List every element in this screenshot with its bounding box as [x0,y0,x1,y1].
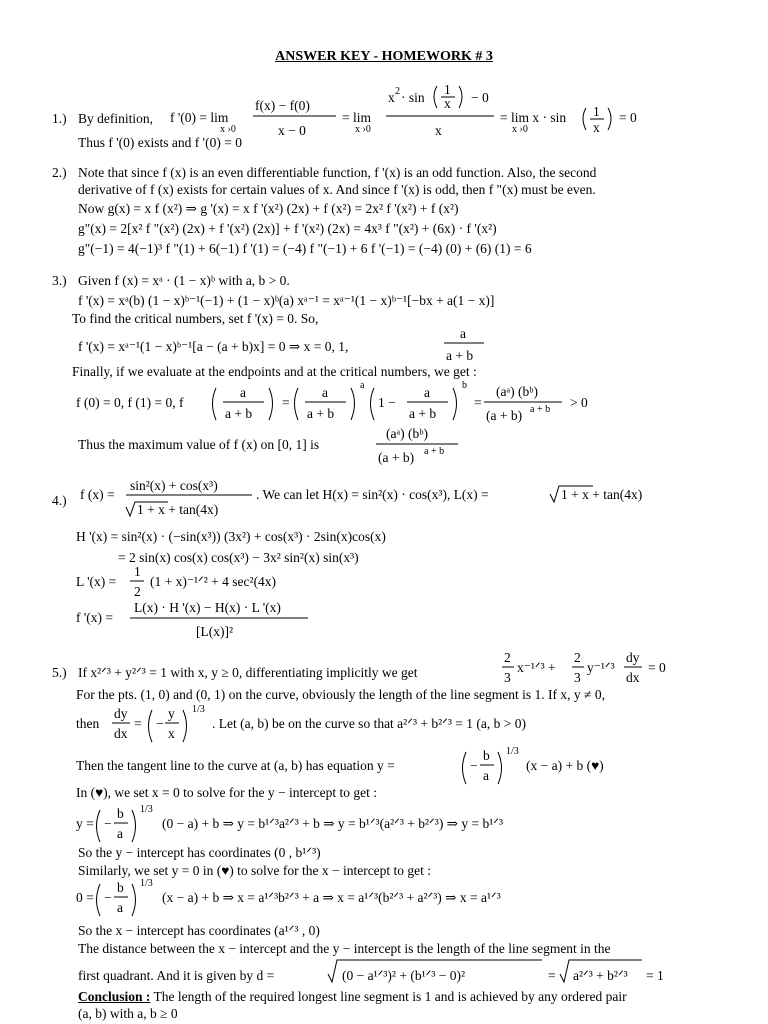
svg-text:y⁻¹ᐟ³: y⁻¹ᐟ³ [587,660,615,675]
svg-text:(a + b): (a + b) [378,450,415,465]
svg-text:a: a [117,900,123,915]
problem-number: 3.) [52,273,67,288]
svg-text:=: = [548,968,556,983]
svg-text:a + b: a + b [424,446,445,457]
svg-text:first quadrant. And it is giv: first quadrant. And it is given by d = [78,968,275,983]
svg-text:a: a [483,768,489,783]
p5-line-11: The distance between the x − intercept and the y − intercept is the length of the line segment in the [78,941,611,956]
svg-text:(x − a) + b ⇒ x = a¹ᐟ³b²ᐟ³: (x − a) + b ⇒ x = a¹ᐟ³b²ᐟ³ + a ⇒ x = a¹ᐟ³(b²ᐟ³ + a²ᐟ³) ⇒ x = a¹ᐟ³ [162,890,501,905]
svg-text:1: 1 [593,104,600,119]
svg-text:a: a [460,326,466,341]
svg-text:x⁻¹ᐟ³ +: x⁻¹ᐟ³ + [517,660,556,675]
svg-text:a: a [117,826,123,841]
svg-text:f '(x) =: f '(x) = [76,610,114,625]
svg-text:(aᵃ) (bᵇ): (aᵃ) (bᵇ) [496,384,538,399]
p1-lead: By definition, [78,111,153,126]
svg-text:L(x) · H '(x) − H(x) · L '(x): L(x) · H '(x) − H(x) · L '(x) [134,600,281,615]
p3-critical-fraction [440,322,510,368]
svg-text:x: x [388,90,395,105]
p5-line-7: So the y − intercept has coordinates (0 , b¹ᐟ³) [78,845,321,860]
svg-text:b: b [117,880,124,895]
problem-number: 4.) [52,493,67,508]
p3-evaluation [70,376,630,430]
p3-line-5: Finally, if we evaluate at the endpoints and at the critical numbers, we get : [72,364,477,379]
p5-tangent-line [70,742,710,790]
p3-line-4: f '(x) = xᵃ⁻¹(1 − x)ᵇ⁻¹[a − (a + b)x] = 0 ⇒ x = 0, 1, [78,339,349,354]
svg-text:a + b: a + b [530,404,551,415]
svg-text:= 0: = 0 [619,110,637,125]
svg-text:f '(0) = lim: f '(0) = lim [170,110,229,125]
p5-distance [70,954,710,990]
svg-text:dy: dy [114,706,128,721]
p5-line-10: So the x − intercept has coordinates (a¹ᐟ³ , 0) [78,923,320,938]
svg-text:· sin: · sin [401,90,425,105]
page-title: ANSWER KEY - HOMEWORK # 3 [275,49,493,64]
svg-text:y: y [168,706,175,721]
svg-text:2: 2 [395,86,400,97]
p3-line-7: Thus the maximum value of f (x) on [0, 1] is [78,437,320,452]
p5-y-intercept [70,800,730,848]
p3-line-1: Given f (x) = xᵃ · (1 − x)ᵇ with a, b > 0. [78,273,290,288]
svg-text:2: 2 [574,650,581,665]
svg-text:then: then [76,716,100,731]
svg-text:dx: dx [114,726,128,741]
problem-number: 5.) [52,665,67,680]
svg-text:dy: dy [626,650,640,665]
p2-line-5: g"(−1) = 4(−1)³ f "(1) + 6(−1) f '(1) = (−4) f "(−1) + 6 f '(−1) = (−4) (0) + (6) (1) = 6 [78,241,532,256]
p5-line-1: If x²ᐟ³ + y²ᐟ³ = 1 with x, y ≥ 0, differentiating implicitly we get [78,665,418,680]
svg-text:=: = [282,395,290,410]
p5-line-14: (a, b) with a, b ≥ 0 [78,1006,178,1021]
svg-text:1: 1 [444,82,451,97]
svg-text:sin²(x) + cos(x³): sin²(x) + cos(x³) [130,478,218,493]
p5-line-8: Similarly, we set y = 0 in (♥) to solve for the x − intercept to get : [78,863,432,878]
svg-text:a + b: a + b [409,406,437,421]
svg-text:a: a [240,385,246,400]
svg-text:x: x [593,120,600,135]
svg-text:1/3: 1/3 [192,704,205,715]
svg-text:x ›0: x ›0 [220,124,236,135]
svg-text:x: x [444,96,451,111]
svg-text:. We can let H(x) = sin²(x): . We can let H(x) = sin²(x) · cos(x³), L(x) = [256,487,489,502]
p5-line-2: For the pts. (1, 0) and (0, 1) on the curve, obviously the length of the line segment is 1. If x, y ≠ 0, [76,687,605,702]
p2-line-2: derivative of f (x) exists for certain values of x. And since f '(x) is odd, then f "(x) must be even. [78,182,596,197]
svg-text:a: a [322,385,328,400]
svg-text:a²ᐟ³ + b²ᐟ³: a²ᐟ³ + b²ᐟ³ [573,968,628,983]
svg-text:−: − [104,890,112,905]
svg-text:3: 3 [574,670,581,685]
svg-text:a + b: a + b [225,406,253,421]
svg-text:. Let (a, b) be on the curv: . Let (a, b) be on the curve so that a²ᐟ³ + b²ᐟ³ = 1 (a, b > 0) [212,716,526,731]
svg-text:f (0) = 0, f (1) = 0, f: f (0) = 0, f (1) = 0, f [76,395,184,410]
svg-text:x: x [168,726,175,741]
p5-x-intercept [70,874,730,922]
p3-line-3: To find the critical numbers, set f '(x) = 0. So, [72,311,319,326]
svg-text:1 + x + tan(4x): 1 + x + tan(4x) [561,487,643,502]
svg-text:2: 2 [134,584,141,599]
svg-text:(1 + x)⁻¹ᐟ² + 4 sec²(4x): (1 + x)⁻¹ᐟ² + 4 sec²(4x) [150,574,277,589]
svg-text:− 0: − 0 [471,90,489,105]
p2-line-3: Now g(x) = x f (x²) ⇒ g '(x) = x f '(x²) (2x) + f (x²) = 2x² f '(x²) + f (x²) [78,201,459,216]
svg-text:= lim: = lim [342,110,371,125]
p5-conclusion [78,990,627,1004]
svg-text:b: b [117,806,124,821]
svg-text:a: a [424,385,430,400]
svg-text:L '(x) =: L '(x) = [76,574,117,589]
svg-text:= 1: = 1 [646,968,664,983]
svg-text:−: − [156,716,164,731]
svg-text:> 0: > 0 [570,395,588,410]
p4-function [70,474,710,526]
svg-text:f (x) =: f (x) = [80,487,115,502]
p1-conclusion: Thus f '(0) exists and f '(0) = 0 [78,135,242,150]
p3-line-2: f '(x) = xᵃ(b) (1 − x)ᵇ⁻¹(−1) + (1 − x)ᵇ(a) xᵃ⁻¹ = xᵃ⁻¹(1 − x)ᵇ⁻¹[−bx + a(1 − x)] [78,293,495,308]
svg-text:0 =: 0 = [76,890,94,905]
svg-text:1/3: 1/3 [506,746,519,757]
p3-max-value [372,418,468,470]
svg-text:=: = [134,716,142,731]
svg-text:(0 − a¹ᐟ³)² + (b¹ᐟ³ − 0)²: (0 − a¹ᐟ³)² + (b¹ᐟ³ − 0)² [342,968,466,983]
p2-line-4: g"(x) = 2[x² f "(x²) (2x) + f '(x²) (2x)] + f '(x²) (2x) = 4x³ f "(x²) + (6x) · f '(x²) [78,221,497,236]
svg-text:(x − a) + b (♥): (x − a) + b (♥) [526,758,604,773]
svg-text:x: x [435,123,442,138]
svg-text:x ›0: x ›0 [512,124,528,135]
p5-line-5: In (♥), we set x = 0 to solve for the y − intercept to get : [76,785,378,800]
svg-text:a + b: a + b [307,406,335,421]
svg-text:−: − [470,758,478,773]
svg-text:y =: y = [76,816,94,831]
svg-text:dx: dx [626,670,640,685]
p4-L-derivative [70,562,430,602]
svg-text:=: = [474,395,482,410]
p4-line-2: H '(x) = sin²(x) · (−sin(x³)) (3x²) + cos(x³) · 2sin(x)cos(x) [76,529,386,544]
p5-slope [70,700,710,748]
svg-text:(a + b): (a + b) [486,408,523,423]
svg-text:(0 − a) + b ⇒ y = b¹ᐟ³a²ᐟ³: (0 − a) + b ⇒ y = b¹ᐟ³a²ᐟ³ + b ⇒ y = b¹ᐟ³(a²ᐟ³ + b²ᐟ³) ⇒ y = b¹ᐟ³ [162,816,504,831]
p2-line-1: Note that since f (x) is an even differentiable function, f '(x) is an odd function. Also, the second [78,165,597,180]
svg-text:2: 2 [504,650,511,665]
svg-text:x ›0: x ›0 [355,124,371,135]
svg-text:x − 0: x − 0 [278,123,306,138]
svg-text:Then the tangent line to the c: Then the tangent line to the curve at (a, b) has equation y = [76,758,395,773]
svg-text:(aᵃ) (bᵇ): (aᵃ) (bᵇ) [386,426,428,441]
conclusion-label: Conclusion : [78,989,151,1004]
p4-line-3: = 2 sin(x) cos(x) cos(x³) − 3x² sin²(x) sin(x³) [118,550,359,565]
problem-number: 2.) [52,165,67,180]
svg-text:a: a [360,380,365,391]
conclusion-text: The length of the required longest line segment is 1 and is achieved by any ordered pair [150,989,627,1004]
svg-text:b: b [462,380,467,391]
svg-text:= 0: = 0 [648,660,666,675]
svg-text:1/3: 1/3 [140,804,153,815]
svg-text:−: − [104,816,112,831]
svg-text:1 −: 1 − [378,395,396,410]
svg-text:1: 1 [134,564,141,579]
svg-text:1 + x + tan(4x): 1 + x + tan(4x) [137,502,219,517]
svg-text:a + b: a + b [446,348,474,363]
svg-text:b: b [483,748,490,763]
problem-number: 1.) [52,111,67,126]
svg-text:1/3: 1/3 [140,878,153,889]
p4-f-derivative [70,598,430,644]
svg-text:= lim x · sin: = lim x · sin [500,110,567,125]
svg-text:f(x) − f(0): f(x) − f(0) [255,98,310,113]
svg-text:[L(x)]²: [L(x)]² [196,624,234,639]
svg-text:3: 3 [504,670,511,685]
